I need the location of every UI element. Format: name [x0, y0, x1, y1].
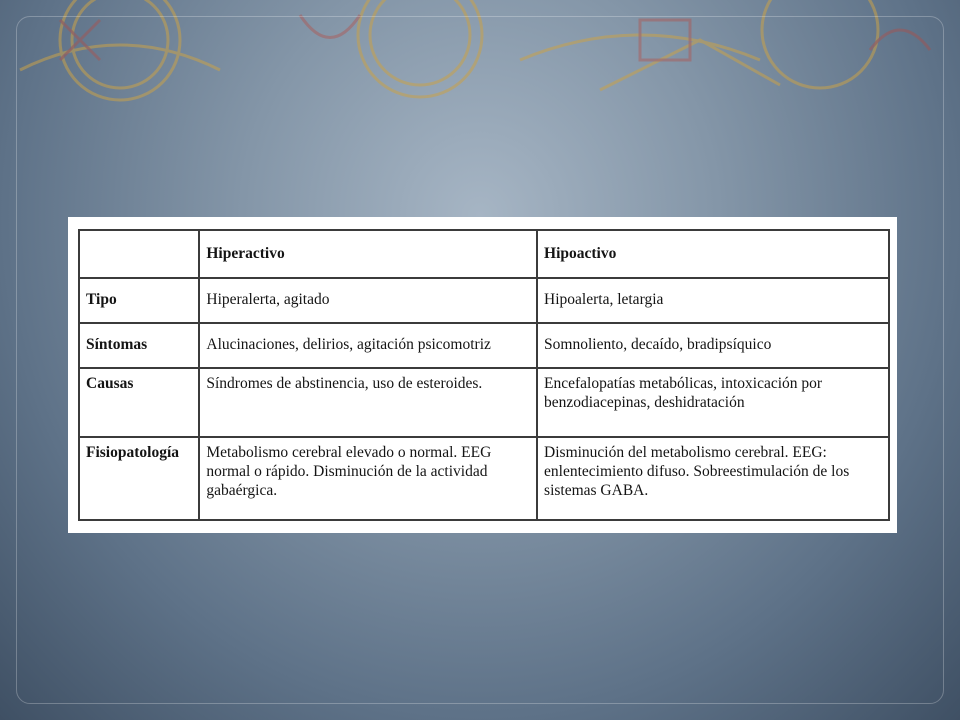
cell-sintomas-hiperactivo: Alucinaciones, delirios, agitación psicomotriz — [199, 323, 537, 368]
table-row-causas — [79, 368, 889, 437]
cell-sintomas-hipoactivo: Somnoliento, decaído, bradipsíquico — [537, 323, 889, 368]
table-card — [68, 217, 897, 533]
cell-causas-hiperactivo: Síndromes de abstinencia, uso de esteroides. — [199, 368, 537, 437]
row-label-causas: Causas — [79, 368, 199, 437]
header-corner-cell — [79, 230, 199, 278]
row-label-tipo: Tipo — [79, 278, 199, 323]
row-label-fisiopatologia: Fisiopatología — [79, 437, 199, 520]
table-row-fisiopatologia — [79, 437, 889, 520]
table-header-row — [79, 230, 889, 278]
header-hiperactivo: Hiperactivo — [199, 230, 537, 278]
cell-fisiopatologia-hipoactivo: Disminución del metabolismo cerebral. EEG: enlentecimiento difuso. Sobreestimulación de los sistemas GABA. — [537, 437, 889, 520]
header-hipoactivo: Hipoactivo — [537, 230, 889, 278]
cell-causas-hipoactivo: Encefalopatías metabólicas, intoxicación por benzodiacepinas, deshidratación — [537, 368, 889, 437]
cell-fisiopatologia-hiperactivo: Metabolismo cerebral elevado o normal. EEG normal o rápido. Disminución de la actividad gabaérgica. — [199, 437, 537, 520]
table-row-sintomas — [79, 323, 889, 368]
table-row-tipo — [79, 278, 889, 323]
row-label-sintomas: Síntomas — [79, 323, 199, 368]
delirium-comparison-table — [78, 229, 890, 521]
cell-tipo-hiperactivo: Hiperalerta, agitado — [199, 278, 537, 323]
cell-tipo-hipoactivo: Hipoalerta, letargia — [537, 278, 889, 323]
